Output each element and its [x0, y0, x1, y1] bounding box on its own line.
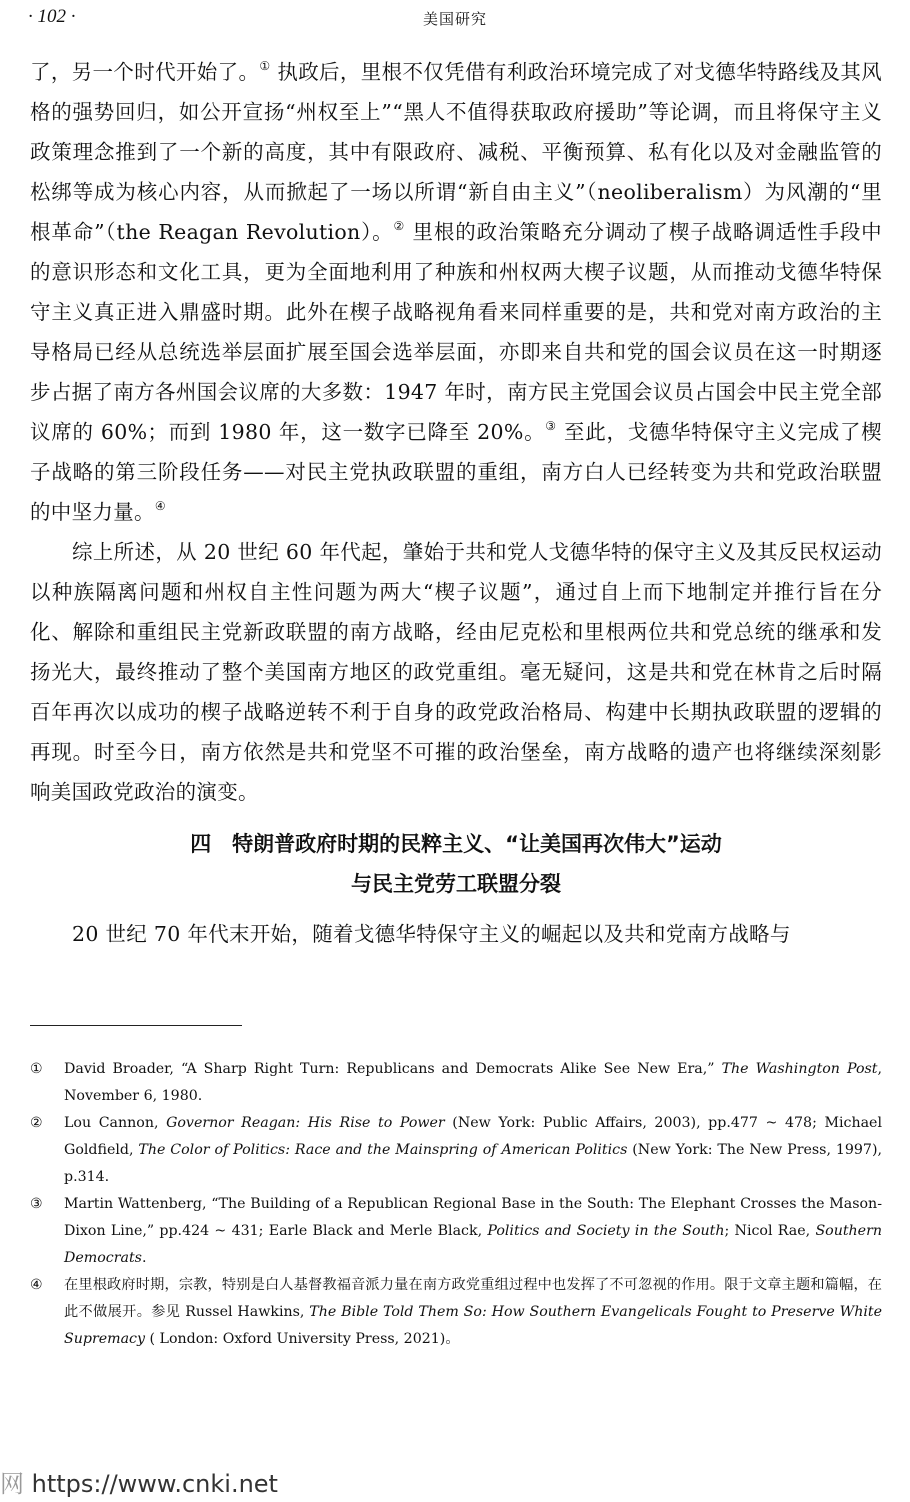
footnote-text: .: [141, 1250, 147, 1266]
section-heading: [30, 824, 882, 904]
footnote-marker: ①: [30, 1061, 43, 1077]
footnote-text: , November 6, 1980.: [64, 1061, 882, 1104]
footnote-title: Politics and Society in the South: [487, 1223, 725, 1239]
paragraph-1: [30, 52, 882, 532]
footnote-title: The Washington Post: [721, 1061, 878, 1077]
footnote-text: Lou Cannon,: [64, 1115, 167, 1131]
section-heading-line-1: 四 特朗普政府时期的民粹主义、“让美国再次伟大”运动: [190, 832, 722, 856]
footnotes: [30, 1056, 882, 1353]
page-footer: [0, 1464, 278, 1499]
footnote-text: Martin Wattenberg, “The Building of a Republican Regional Base in the South: The Elephant Crosses the Mason-Dixon Line,” pp.424 ~ 431; Earle Black and Merle Black,: [64, 1196, 882, 1239]
footnote-title: Governor Reagan: His Rise to Power: [166, 1115, 445, 1131]
footnote-marker: ④: [30, 1277, 43, 1293]
paragraph-1-part-b: 执政后，里根不仅凭借有利政治环境完成了对戈德华特路线及其风格的强势回归，如公开宣扬“州权至上”“黑人不值得获取政府援助”等论调，而且将保守主义政策理念推到了一个新的高度，其中有限政府、减税、平衡预算、私有化以及对金融监管的松绑等成为核心内容，从而掀起了一场以所谓“新自由主义”（neoliberalism）为风潮的“里根革命”（the Reagan Revolution）。: [30, 60, 882, 244]
footnote-4: [30, 1272, 882, 1353]
footnote-text: (New York: The New Press, 1997), p.314.: [64, 1142, 883, 1185]
paragraph-1-part-d: 至此，戈德华特保守主义完成了楔子战略的第三阶段任务——对民主党执政联盟的重组，南方白人已经转变为共和党政治联盟的中坚力量。: [30, 420, 882, 524]
footnote-text: 在里根政府时期，宗教，特别是白人基督教福音派力量在南方政党重组过程中也发挥了不可忽视的作用。限于文章主题和篇幅，在此不做展开。参见 Russel Hawkins,: [64, 1277, 882, 1320]
footnote-title: The Color of Politics: Race and the Mainspring of American Politics: [138, 1142, 628, 1158]
footnote-ref-2[interactable]: ②: [393, 219, 406, 233]
footnote-title: Southern Democrats: [64, 1223, 882, 1266]
paragraph-1-part-a: 了，另一个时代开始了。: [30, 60, 260, 84]
section-heading-line-2: 与民主党劳工联盟分裂: [351, 872, 561, 896]
journal-name: 美国研究: [422, 10, 487, 28]
paragraph-3: 20 世纪 70 年代末开始，随着戈德华特保守主义的崛起以及共和党南方战略与: [72, 922, 791, 946]
footnote-divider: [30, 1025, 242, 1026]
footnote-3: [30, 1191, 882, 1272]
footnote-text: ; Nicol Rae,: [724, 1223, 816, 1239]
footnote-marker: ②: [30, 1115, 43, 1131]
paragraph-1-part-c: 里根的政治策略充分调动了楔子战略调适性手段中的意识形态和文化工具，更为全面地利用了种族和州权两大楔子议题，从而推动戈德华特保守主义真正进入鼎盛时期。此外在楔子战略视角看来同样重要的是，共和党对南方政治的主导格局已经从总统选举层面扩展至国会选举层面，亦即来自共和党的国会议员在这一时期逐步占据了南方各州国会议席的大多数：1947 年时，南方民主党国会议员占国会中民主党全部议席的 60%；而到 1980 年，这一数字已降至 20%。: [30, 220, 882, 444]
footnote-2: [30, 1110, 882, 1191]
footnote-ref-4[interactable]: ④: [154, 499, 166, 513]
main-text: [30, 52, 882, 954]
footnote-marker: ③: [30, 1196, 43, 1212]
running-header: [0, 4, 910, 30]
source-url-link[interactable]: https://www.cnki.net: [31, 1470, 278, 1498]
footnote-1: [30, 1056, 882, 1110]
page-number: · 102 ·: [28, 6, 76, 27]
footnote-text: (New York: Public Affairs, 2003), pp.477 ~ 478; Michael Goldfield,: [64, 1115, 882, 1158]
watermark-glyph: 网: [0, 1470, 24, 1498]
footnote-text: ( London: Oxford University Press, 2021)。: [145, 1331, 460, 1347]
footnote-ref-1[interactable]: ①: [259, 59, 271, 73]
footnote-text: David Broader, “A Sharp Right Turn: Republicans and Democrats Alike See New Era,”: [64, 1061, 722, 1077]
footnote-ref-3[interactable]: ③: [545, 419, 557, 433]
footnote-title: The Bible Told Them So: How Southern Evangelicals Fought to Preserve White Supremacy: [64, 1304, 882, 1347]
paragraph-2: 综上所述，从 20 世纪 60 年代起，肇始于共和党人戈德华特的保守主义及其反民权运动以种族隔离问题和州权自主性问题为两大“楔子议题”，通过自上而下地制定并推行旨在分化、解除和重组民主党新政联盟的南方战略，经由尼克松和里根两位共和党总统的继承和发扬光大，最终推动了整个美国南方地区的政党重组。毫无疑问，这是共和党在林肯之后时隔百年再次以成功的楔子战略逆转不利于自身的政党政治格局、构建中长期执政联盟的逻辑的再现。时至今日，南方依然是共和党坚不可摧的政治堡垒，南方战略的遗产也将继续深刻影响美国政党政治的演变。: [30, 540, 882, 804]
